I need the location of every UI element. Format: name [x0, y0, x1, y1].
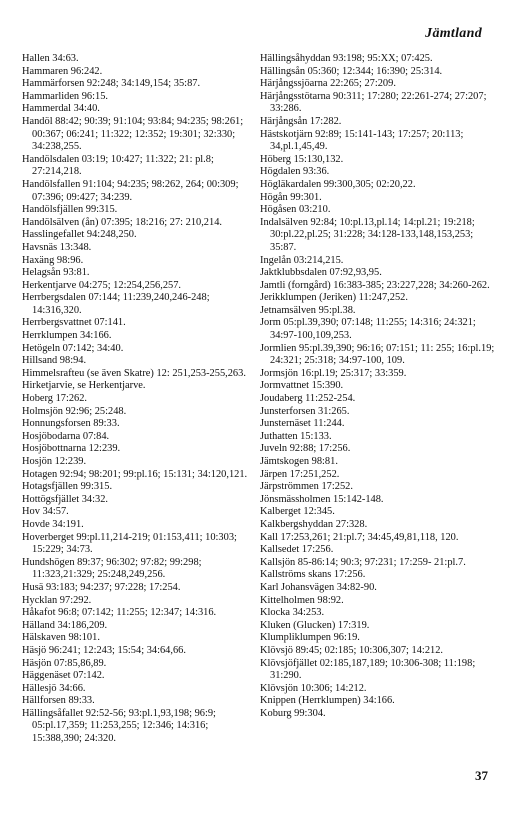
index-entry: Hirketjarvie, se Herkentjarve. — [22, 380, 146, 392]
index-entry: Honnungsforsen 89:33. — [22, 418, 120, 430]
index-entry: Härjångsstötarna 90:311; 17:280; 22:261-274; 27:207; 33:286. — [260, 90, 487, 115]
index-entry: Hästskotjärn 92:89; 15:141-143; 17:257; 20:113; 34,pl.1,45,49. — [260, 128, 464, 153]
index-entry: Jormvattnet 15:390. — [260, 380, 344, 392]
index-entry: Järpströmmen 17:252. — [260, 481, 353, 493]
index-entry: Hammärforsen 92:248; 34:149,154; 35:87. — [22, 78, 201, 90]
index-entry: Ingelån 03:214,215. — [260, 254, 344, 266]
index-entry: Högåsen 03:210. — [260, 204, 331, 216]
index-entry: Holmsjön 92:96; 25:248. — [22, 405, 127, 417]
index-entry: Härjångssjöarna 22:265; 27:209. — [260, 78, 396, 90]
index-entry: Havsnäs 13:348. — [22, 241, 92, 253]
index-entry: Hosjön 12:239. — [22, 456, 87, 467]
index-entry: Handölsfallen 91:104; 94:235; 98:262, 264; 00:309; 07:396; 09:427; 34:239. — [22, 178, 239, 203]
index-entry: Järpen 17:251,252. — [260, 468, 340, 480]
index-entry: Jorm 05:pl.39,390; 07:148; 11:255; 14:316; 24:321; 34:97-100,109,253. — [260, 317, 476, 342]
index-entry: Kall 17:253,261; 21:pl.7; 34:45,49,81,118, 120. — [260, 531, 459, 543]
index-entry: Klövsjön 10:306; 14:212. — [260, 682, 367, 694]
index-column-right — [260, 53, 495, 720]
index-entry: Herkentjarve 04:275; 12:254,256,257. — [22, 279, 182, 291]
index-entry: Jetnamsälven 95:pl.38. — [260, 304, 356, 316]
index-entry: Hov 34:57. — [22, 506, 69, 518]
index-entry: Kallsedet 17:256. — [260, 544, 334, 556]
index-entry: Herrbergsdalen 07:144; 11:239,240,246-248; 14:316,320. — [22, 292, 210, 316]
index-entry: Hoverberget 99:pl.11,214-219; 01:153,411; 10:303; 15:229; 34:73. — [22, 531, 237, 556]
index-entry: Hundshögen 89:37; 96:302; 97:82; 99:298; 11:323,21:329; 25:248,249,256. — [22, 556, 202, 581]
index-entry: Hammarliden 96:15. — [22, 90, 108, 102]
index-entry: Jerikklumpen (Jeriken) 11:247,252. — [260, 292, 408, 304]
index-entry: Högläkardalen 99:300,305; 02:20,22. — [260, 178, 416, 190]
index-entry: Hottögsfjället 34:32. — [22, 493, 109, 505]
index-entry: Hosjöbodarna 07:84. — [22, 430, 110, 442]
index-entry: Herrklumpen 34:166. — [22, 330, 112, 342]
page-header-region: Jämtland — [425, 26, 482, 41]
index-entry: Klövsjö 89:45; 02:185; 10:306,307; 14:212. — [260, 644, 443, 656]
index-entry: Junsterforsen 31:265. — [260, 405, 350, 417]
index-entry: Häsjö 96:241; 12:243; 15:54; 34:64,66. — [22, 644, 186, 656]
index-entry: Himmelsrafteu (se även Skatre) 12: 251,253-255,263. — [22, 367, 246, 379]
index-entry: Hällforsen 89:33. — [22, 695, 95, 707]
index-entry: Hosjöbottnarna 12:239. — [22, 443, 121, 455]
index-entry: Hammaren 96:242. — [22, 65, 103, 77]
index-entry: Håkafot 96:8; 07:142; 11:255; 12:347; 14:316. — [22, 607, 217, 619]
index-entry: Jämtskogen 98:81. — [260, 456, 338, 467]
index-entry: Handölsdalen 03:19; 10:427; 11:322; 21: pl.8; 27:214,218. — [22, 153, 214, 178]
index-entry: Hälland 34:186,209. — [22, 619, 108, 631]
index-entry: Hovde 34:191. — [22, 518, 84, 530]
index-entry: Indalsälven 92:84; 10:pl.13,pl.14; 14:pl.21; 19:218; 30:pl.22,pl.25; 31:228; 34:128-133,148,153,253; 35:87. — [260, 216, 475, 253]
index-entry: Kallsjön 85-86:14; 90:3; 97:231; 17:259- 21:pl.7. — [260, 556, 466, 568]
index-entry: Hälskaven 98:101. — [22, 632, 100, 644]
index-entry: Hällingsån 05:360; 12:344; 16:390; 25:314. — [260, 65, 443, 77]
index-entry: Handölsfjällen 99:315. — [22, 204, 118, 216]
index-entry: Klocka 34:253. — [260, 607, 325, 619]
index-entry: Hotagen 92:94; 98:201; 99:pl.16; 15:131; 34:120,121. — [22, 468, 248, 480]
index-entry: Kalkbergshyddan 27:328. — [260, 518, 368, 530]
index-entry: Haxäng 98:96. — [22, 254, 84, 266]
index-entry: Jönsmässholmen 15:142-148. — [260, 493, 384, 505]
index-entry: Hetögeln 07:142; 34:40. — [22, 342, 124, 354]
index-entry: Helagsån 93:81. — [22, 267, 90, 279]
index-entry: Handöl 88:42; 90:39; 91:104; 93:84; 94:235; 98:261; 00:367; 06:241; 11:322; 12:352; 19:301; 32:330; 34:238,255. — [22, 115, 244, 153]
index-entry: Hycklan 97:292. — [22, 594, 92, 606]
index-entry: Herrbergsvattnet 07:141. — [22, 317, 126, 329]
index-entry: Jormsjön 16:pl.19; 25:317; 33:359. — [260, 367, 407, 379]
index-entry: Juveln 92:88; 17:256. — [260, 443, 351, 455]
index-entry: Högdalen 93:36. — [260, 166, 330, 178]
index-entry: Hällingsåhyddan 93:198; 95:XX; 07:425. — [260, 53, 433, 64]
index-entry: Jamtli (forngård) 16:383-385; 23:227,228; 34:260-262. — [260, 279, 490, 291]
index-entry: Knippen (Herrklumpen) 34:166. — [260, 695, 395, 707]
index-entry: Koburg 99:304. — [260, 707, 326, 719]
index-entry: Hällesjö 34:66. — [22, 682, 86, 694]
index-entry: Högån 99:301. — [260, 191, 322, 203]
index-entry: Hällingsåfallet 92:52-56; 93:pl.1,93,198; 96:9; 05:pl.17,359; 11:253,255; 12:346; 14:316; 15:388,390; 24:320. — [22, 707, 216, 745]
page-number: 37 — [475, 768, 488, 783]
index-column-left — [22, 53, 257, 746]
index-entry: Kallströms skans 17:256. — [260, 569, 366, 581]
index-entry: Hillsand 98:94. — [22, 355, 87, 367]
index-entry: Klumpliklumpen 96:19. — [260, 632, 360, 644]
index-entry: Kalberget 12:345. — [260, 506, 335, 518]
index-entry: Härjångsån 17:282. — [260, 115, 342, 127]
index-entry: Höberg 15:130,132. — [260, 153, 344, 165]
index-entry: Häggenäset 07:142. — [22, 670, 105, 682]
index-entry: Kluken (Glucken) 17:319. — [260, 619, 370, 631]
index-entry: Klövsjöfjället 02:185,187,189; 10:306-308; 11:198; 31:290. — [260, 657, 476, 682]
index-entry: Joudaberg 11:252-254. — [260, 393, 356, 405]
index-entry: Junsternäset 11:244. — [260, 418, 345, 430]
index-entry: Hasslingefallet 94:248,250. — [22, 229, 137, 241]
index-entry: Hammerdal 34:40. — [22, 103, 100, 115]
index-entry: Hoberg 17:262. — [22, 393, 88, 405]
index-entry: Karl Johansvägen 34:82-90. — [260, 581, 377, 593]
index-entry: Husä 93:183; 94:237; 97:228; 17:254. — [22, 581, 181, 593]
index-entry: Handölsälven (ån) 07:395; 18:216; 27: 210,214. — [22, 216, 222, 228]
index-entry: Hallen 34:63. — [22, 53, 79, 64]
index-entry: Hotagsfjällen 99:315. — [22, 481, 113, 493]
index-entry: Jaktklubbsdalen 07:92,93,95. — [260, 267, 382, 279]
index-entry: Häsjön 07:85,86,89. — [22, 657, 107, 669]
index-entry: Juthatten 15:133. — [260, 430, 332, 442]
index-entry: Jormlien 95:pl.39,390; 96:16; 07:151; 11: 255; 16:pl.19; 24:321; 25:318; 34:97-100, 109. — [260, 342, 495, 367]
index-entry: Kittelholmen 98:92. — [260, 594, 344, 606]
